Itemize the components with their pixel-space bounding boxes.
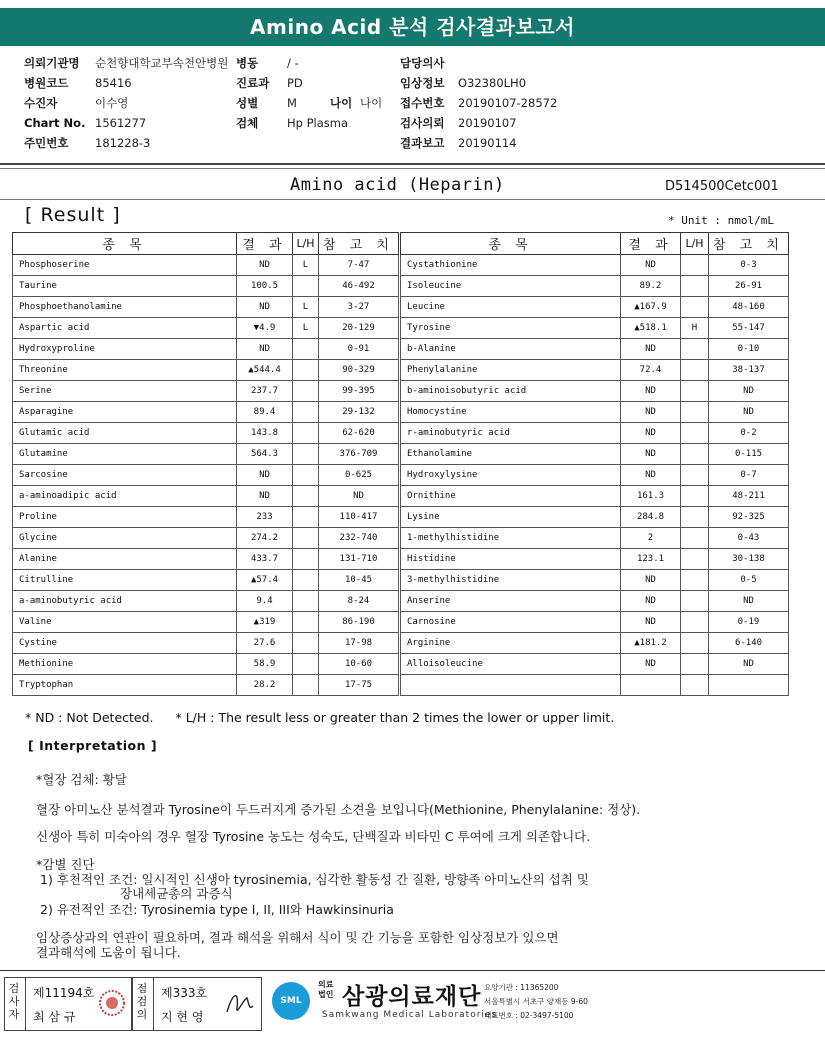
result-value: ND	[621, 255, 681, 276]
reviewer-box	[132, 977, 262, 1031]
results-table-left	[12, 232, 399, 696]
specimen-line: *혈장 검체: 황달	[36, 772, 127, 787]
lh-flag	[293, 507, 319, 528]
amino-acid-name: Leucine	[401, 297, 621, 318]
amino-acid-name: Ethanolamine	[401, 444, 621, 465]
corp-phone: 대표번호 : 02-3497-5100	[484, 1011, 574, 1020]
dept-value: PD	[287, 76, 303, 90]
lh-flag	[293, 402, 319, 423]
amino-acid-name: Serine	[13, 381, 237, 402]
age-value: 나이	[360, 96, 383, 110]
result-value: 89.4	[237, 402, 293, 423]
table-row	[13, 318, 399, 339]
reference-range: 0-5	[709, 570, 789, 591]
reference-range: 6-140	[709, 633, 789, 654]
reference-range: 7-47	[319, 255, 399, 276]
amino-acid-name: Tyrosine	[401, 318, 621, 339]
result-value: ▲57.4	[237, 570, 293, 591]
footnote	[25, 710, 614, 725]
amino-acid-name: b-aminoisobutyric acid	[401, 381, 621, 402]
amino-acid-name: 1-methylhistidine	[401, 528, 621, 549]
report-date-label: 결과보고	[400, 136, 445, 150]
table-row	[401, 570, 789, 591]
reference-range: ND	[709, 402, 789, 423]
table-row	[401, 297, 789, 318]
table-row	[13, 402, 399, 423]
nd-note: * ND : Not Detected.	[25, 710, 154, 725]
institution-value: 순천향대학교부속천안병원	[95, 56, 229, 70]
result-value: ND	[621, 444, 681, 465]
result-value: ND	[621, 381, 681, 402]
table-row	[13, 570, 399, 591]
table-row	[13, 612, 399, 633]
amino-acid-name: Alanine	[13, 549, 237, 570]
table-row	[13, 486, 399, 507]
lh-flag	[681, 612, 709, 633]
hospital-code-value: 85416	[95, 76, 132, 90]
lh-flag	[293, 675, 319, 696]
closing-line: 임상증상과의 연관이 필요하며, 결과 해석을 위해서 식이 및 간 기능을 포함한 임상정보가 있으면	[36, 930, 559, 945]
amino-acid-name: a-aminoadipic acid	[13, 486, 237, 507]
amino-acid-name: Glutamic acid	[13, 423, 237, 444]
lh-flag	[681, 255, 709, 276]
test-title: Amino acid (Heparin)	[290, 175, 505, 195]
result-value: ND	[237, 339, 293, 360]
divider	[0, 199, 825, 200]
reference-range: 90-329	[319, 360, 399, 381]
table-row	[13, 444, 399, 465]
amino-acid-name: Glycine	[13, 528, 237, 549]
info-row	[0, 94, 825, 112]
table-row	[401, 255, 789, 276]
reference-range: 0-115	[709, 444, 789, 465]
lh-flag	[293, 528, 319, 549]
specimen-value: Hp Plasma	[287, 116, 349, 130]
signature-icon	[223, 986, 257, 1020]
chart-no-label: Chart No.	[24, 116, 86, 130]
divider	[0, 168, 825, 169]
corp-address: 서울특별시 서초구 양재동 9-60	[484, 997, 588, 1006]
result-value: 143.8	[237, 423, 293, 444]
receipt-no-label: 접수번호	[400, 96, 445, 110]
result-value: 123.1	[621, 549, 681, 570]
result-value: ND	[621, 423, 681, 444]
amino-acid-name: Taurine	[13, 276, 237, 297]
lh-flag	[293, 276, 319, 297]
interpretation-line: 혈장 아미노산 분석결과 Tyrosine이 두드러지게 증가된 소견을 보입니다(Methionine, Phenylalanine: 정상).	[36, 802, 641, 817]
table-row	[401, 528, 789, 549]
amino-acid-name: Proline	[13, 507, 237, 528]
lh-flag	[293, 633, 319, 654]
lh-flag	[681, 654, 709, 675]
lh-flag	[681, 339, 709, 360]
lh-flag	[681, 507, 709, 528]
result-value	[621, 675, 681, 696]
amino-acid-name: Cystine	[13, 633, 237, 654]
lh-flag	[681, 570, 709, 591]
corp-code: 요양기관 : 11365200	[484, 983, 559, 992]
reference-range: 0-10	[709, 339, 789, 360]
requester-label: 수진자	[24, 96, 58, 110]
reference-range: 376-709	[319, 444, 399, 465]
amino-acid-name: Aspartic acid	[13, 318, 237, 339]
info-row	[0, 134, 825, 152]
result-value: 233	[237, 507, 293, 528]
ward-value: / -	[287, 56, 299, 70]
table-row	[13, 276, 399, 297]
lh-header: L/H	[681, 233, 709, 255]
table-row	[401, 549, 789, 570]
amino-acid-name: Alloisoleucine	[401, 654, 621, 675]
lh-flag	[293, 360, 319, 381]
lh-flag	[293, 549, 319, 570]
amino-acid-name: Asparagine	[13, 402, 237, 423]
reference-range: 86-190	[319, 612, 399, 633]
amino-acid-name: b-Alanine	[401, 339, 621, 360]
footer	[0, 976, 825, 1034]
info-row	[0, 74, 825, 92]
diff-title: *감별 진단	[36, 857, 95, 872]
lh-flag: L	[293, 255, 319, 276]
lh-flag	[293, 423, 319, 444]
reference-range: 110-417	[319, 507, 399, 528]
result-header: 결 과	[621, 233, 681, 255]
corp-type: 의료법인	[318, 980, 334, 999]
unit-label: * Unit : nmol/mL	[668, 214, 774, 227]
inspector-license: 제11194호	[33, 986, 95, 1000]
amino-acid-name: Lysine	[401, 507, 621, 528]
reference-range: ND	[319, 486, 399, 507]
clinical-info-label: 임상정보	[400, 76, 445, 90]
result-value: ND	[621, 339, 681, 360]
lh-flag	[681, 465, 709, 486]
resident-no-value: 181228-3	[95, 136, 151, 150]
reference-range: 99-395	[319, 381, 399, 402]
result-value: 100.5	[237, 276, 293, 297]
table-row	[13, 381, 399, 402]
table-header-row	[13, 233, 399, 255]
specimen-label: 검체	[236, 116, 259, 130]
amino-acid-name: Sarcosine	[13, 465, 237, 486]
result-value: ▲167.9	[621, 297, 681, 318]
corp-name: 삼광의료재단	[342, 984, 482, 1010]
table-row	[401, 402, 789, 423]
amino-acid-name: Threonine	[13, 360, 237, 381]
reference-range: 0-91	[319, 339, 399, 360]
lh-flag: H	[681, 318, 709, 339]
reference-range: 0-43	[709, 528, 789, 549]
test-code: D514500Cetc001	[665, 179, 779, 194]
lh-flag	[293, 591, 319, 612]
diff-item: 2) 유전적인 조건: Tyrosinemia type I, II, III와 Hawkinsinuria	[40, 902, 394, 917]
table-row	[13, 528, 399, 549]
amino-acid-name: Carnosine	[401, 612, 621, 633]
lh-flag	[293, 465, 319, 486]
result-value: ▲181.2	[621, 633, 681, 654]
lh-flag	[681, 675, 709, 696]
result-value: 274.2	[237, 528, 293, 549]
lh-flag	[681, 402, 709, 423]
chart-no-value: 1561277	[95, 116, 147, 130]
results-table-right	[400, 232, 789, 696]
item-header: 종 목	[13, 233, 237, 255]
lh-flag	[293, 654, 319, 675]
reference-range: 3-27	[319, 297, 399, 318]
patient-info	[0, 54, 825, 154]
ward-label: 병동	[236, 56, 259, 70]
reference-range: 92-325	[709, 507, 789, 528]
result-value: 58.9	[237, 654, 293, 675]
report-date-value: 20190114	[458, 136, 517, 150]
amino-acid-name: Phosphoserine	[13, 255, 237, 276]
inspector-box	[4, 977, 132, 1031]
ref-header: 참 고 치	[709, 233, 789, 255]
dept-label: 진료과	[236, 76, 270, 90]
amino-acid-name: Hydroxyproline	[13, 339, 237, 360]
amino-acid-name: Valine	[13, 612, 237, 633]
lh-flag	[293, 444, 319, 465]
table-row	[401, 360, 789, 381]
reference-range: 30-138	[709, 549, 789, 570]
ref-header: 참 고 치	[319, 233, 399, 255]
hospital-code-label: 병원코드	[24, 76, 69, 90]
amino-acid-name: r-aminobutyric acid	[401, 423, 621, 444]
receipt-no-value: 20190107-28572	[458, 96, 558, 110]
lh-flag	[681, 381, 709, 402]
table-row	[401, 591, 789, 612]
table-row	[401, 675, 789, 696]
result-value: 564.3	[237, 444, 293, 465]
reference-range: 10-60	[319, 654, 399, 675]
sml-logo-icon: SML	[272, 982, 310, 1020]
reference-range: ND	[709, 381, 789, 402]
result-value: ▲518.1	[621, 318, 681, 339]
amino-acid-name: Isoleucine	[401, 276, 621, 297]
table-row	[401, 654, 789, 675]
table-row	[13, 465, 399, 486]
amino-acid-name: Arginine	[401, 633, 621, 654]
results-body-left	[13, 255, 399, 696]
result-value: ND	[621, 465, 681, 486]
reference-range: 46-492	[319, 276, 399, 297]
lh-flag	[681, 360, 709, 381]
closing-line: 결과해석에 도움이 됩니다.	[36, 945, 181, 960]
reference-range: 62-620	[319, 423, 399, 444]
table-row	[401, 339, 789, 360]
reviewer-license: 제333호	[161, 986, 208, 1000]
amino-acid-name: a-aminobutyric acid	[13, 591, 237, 612]
result-heading: [ Result ]	[25, 204, 121, 226]
table-row	[13, 507, 399, 528]
info-row	[0, 114, 825, 132]
sex-value: M	[287, 96, 297, 110]
requester-value: 이수영	[95, 96, 129, 110]
reference-range: 8-24	[319, 591, 399, 612]
result-value: ND	[621, 591, 681, 612]
reference-range: 0-3	[709, 255, 789, 276]
lh-flag	[293, 486, 319, 507]
table-row	[13, 633, 399, 654]
lh-flag	[681, 528, 709, 549]
reference-range	[709, 675, 789, 696]
table-row	[401, 486, 789, 507]
result-value: 27.6	[237, 633, 293, 654]
lh-header: L/H	[293, 233, 319, 255]
lh-flag	[681, 276, 709, 297]
amino-acid-name: Phenylalanine	[401, 360, 621, 381]
reference-range: 26-91	[709, 276, 789, 297]
amino-acid-name: 3-methylhistidine	[401, 570, 621, 591]
lh-flag	[681, 297, 709, 318]
lh-flag	[293, 381, 319, 402]
result-value: 284.8	[621, 507, 681, 528]
age-label: 나이	[330, 96, 353, 110]
amino-acid-name: Anserine	[401, 591, 621, 612]
corp-english-name: Samkwang Medical Laboratories	[322, 1010, 498, 1020]
reference-range: 10-45	[319, 570, 399, 591]
lh-flag	[681, 549, 709, 570]
table-row	[401, 612, 789, 633]
reference-range: 0-625	[319, 465, 399, 486]
table-row	[13, 654, 399, 675]
diff-item: 장내세균총의 과증식	[120, 886, 233, 901]
result-value: ND	[237, 486, 293, 507]
table-row	[13, 360, 399, 381]
resident-no-label: 주민번호	[24, 136, 69, 150]
result-value: ▼4.9	[237, 318, 293, 339]
inspector-name: 최 삼 규	[33, 1010, 76, 1024]
result-value: 28.2	[237, 675, 293, 696]
reference-range: 17-98	[319, 633, 399, 654]
lh-flag: L	[293, 318, 319, 339]
table-row	[401, 465, 789, 486]
table-row	[13, 297, 399, 318]
divider	[0, 163, 825, 165]
result-value: 72.4	[621, 360, 681, 381]
doctor-label: 담당의사	[400, 56, 445, 70]
amino-acid-name: Methionine	[13, 654, 237, 675]
amino-acid-name	[401, 675, 621, 696]
lh-note: * L/H : The result less or greater than 2 times the lower or upper limit.	[175, 710, 615, 725]
table-header-row	[401, 233, 789, 255]
reference-range: 55-147	[709, 318, 789, 339]
result-value: ▲319	[237, 612, 293, 633]
reference-range: 38-137	[709, 360, 789, 381]
reference-range: 48-160	[709, 297, 789, 318]
sex-label: 성별	[236, 96, 259, 110]
interpretation-title: [ Interpretation ]	[28, 738, 158, 753]
results-body-right	[401, 255, 789, 696]
lh-flag	[681, 633, 709, 654]
amino-acid-name: Tryptophan	[13, 675, 237, 696]
lh-flag	[681, 486, 709, 507]
table-row	[401, 318, 789, 339]
lh-flag	[681, 591, 709, 612]
result-value: ND	[621, 570, 681, 591]
table-row	[13, 339, 399, 360]
result-value: 2	[621, 528, 681, 549]
info-row	[0, 54, 825, 72]
divider	[0, 970, 825, 971]
reference-range: 20-129	[319, 318, 399, 339]
reference-range: 131-710	[319, 549, 399, 570]
lh-flag	[293, 339, 319, 360]
result-value: ND	[237, 255, 293, 276]
lh-flag	[293, 570, 319, 591]
table-row	[13, 255, 399, 276]
result-value: ND	[621, 654, 681, 675]
result-value: 237.7	[237, 381, 293, 402]
report-title-banner: Amino Acid 분석 검사결과보고서	[0, 8, 825, 46]
reference-range: 0-7	[709, 465, 789, 486]
result-value: ▲544.4	[237, 360, 293, 381]
reference-range: 0-2	[709, 423, 789, 444]
amino-acid-name: Homocystine	[401, 402, 621, 423]
result-value: ND	[621, 402, 681, 423]
lh-flag	[681, 444, 709, 465]
item-header: 종 목	[401, 233, 621, 255]
reference-range: ND	[709, 654, 789, 675]
reference-range: 232-740	[319, 528, 399, 549]
table-row	[401, 276, 789, 297]
amino-acid-name: Histidine	[401, 549, 621, 570]
amino-acid-name: Phosphoethanolamine	[13, 297, 237, 318]
lh-flag	[293, 612, 319, 633]
table-row	[401, 381, 789, 402]
request-date-value: 20190107	[458, 116, 517, 130]
reviewer-label: 점검의	[136, 982, 148, 1021]
reference-range: 0-19	[709, 612, 789, 633]
lh-flag: L	[293, 297, 319, 318]
amino-acid-name: Hydroxylysine	[401, 465, 621, 486]
diff-item: 1) 후천적인 조건: 일시적인 신생아 tyrosinemia, 심각한 활동성 간 질환, 방향족 아미노산의 섭취 및	[40, 872, 589, 887]
result-value: ND	[237, 465, 293, 486]
reference-range: 29-132	[319, 402, 399, 423]
interpretation-line: 신생아 특히 미숙아의 경우 혈장 Tyrosine 농도는 성숙도, 단백질과 비타민 C 투여에 크게 의존합니다.	[36, 829, 591, 844]
amino-acid-name: Glutamine	[13, 444, 237, 465]
clinical-info-value: O32380LH0	[458, 76, 527, 90]
result-value: 161.3	[621, 486, 681, 507]
amino-acid-name: Ornithine	[401, 486, 621, 507]
table-row	[401, 444, 789, 465]
table-row	[13, 549, 399, 570]
reference-range: ND	[709, 591, 789, 612]
result-value: 89.2	[621, 276, 681, 297]
official-seal-icon	[97, 988, 127, 1018]
table-row	[13, 675, 399, 696]
inspector-label: 검사자	[8, 982, 20, 1021]
result-value: 433.7	[237, 549, 293, 570]
table-row	[13, 423, 399, 444]
result-value: ND	[621, 612, 681, 633]
result-value: 9.4	[237, 591, 293, 612]
table-row	[401, 507, 789, 528]
result-value: ND	[237, 297, 293, 318]
table-row	[13, 591, 399, 612]
amino-acid-name: Citrulline	[13, 570, 237, 591]
table-row	[401, 633, 789, 654]
amino-acid-name: Cystathionine	[401, 255, 621, 276]
reference-range: 48-211	[709, 486, 789, 507]
lh-flag	[681, 423, 709, 444]
result-header: 결 과	[237, 233, 293, 255]
reviewer-name: 지 현 영	[161, 1010, 204, 1024]
table-row	[401, 423, 789, 444]
institution-label: 의뢰기관명	[24, 56, 80, 70]
reference-range: 17-75	[319, 675, 399, 696]
request-date-label: 검사의뢰	[400, 116, 445, 130]
